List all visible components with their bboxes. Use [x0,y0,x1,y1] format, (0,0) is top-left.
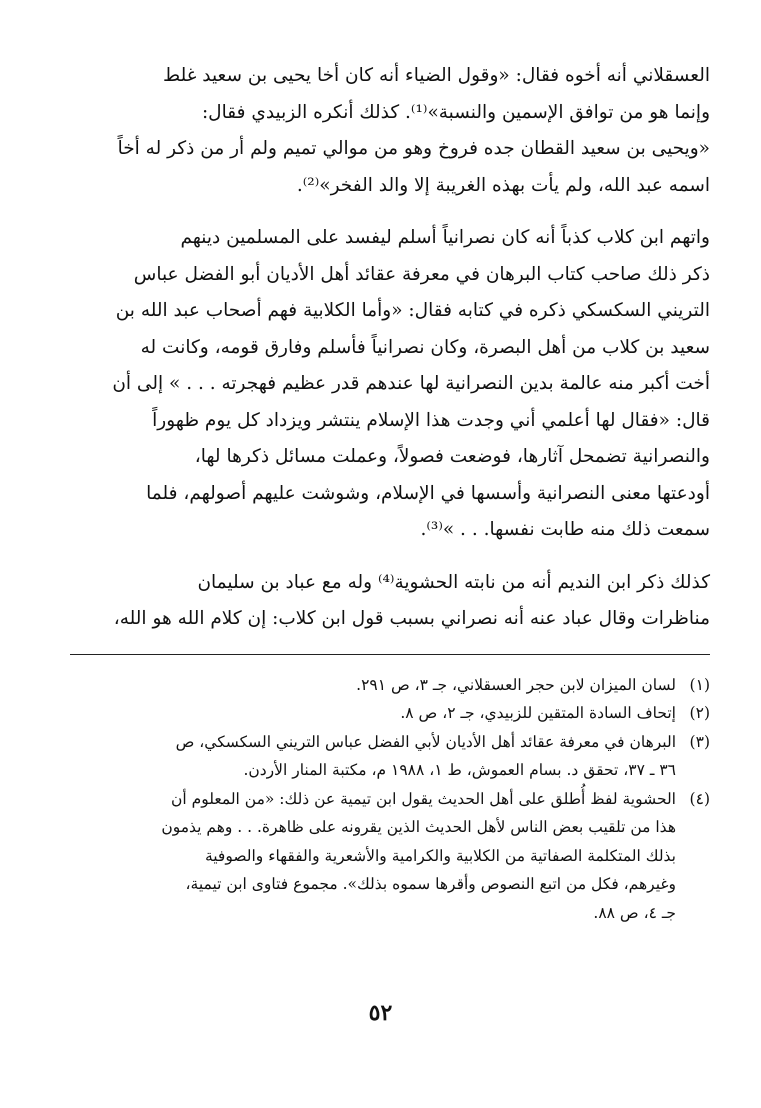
footnote-line: ٣٦ ـ ٣٧، تحقق د. بسام العموش، ط ١، ١٩٨٨ م، مكتبة المنار الأردن. [243,761,676,779]
footnotes [70,671,710,928]
footnote-line: لسان الميزان لابن حجر العسقلاني، جـ ٣، ص ٢٩١. [356,675,676,694]
footnote-line: بذلك المتكلمة الصفاتية من الكلابية والكرامية والأشعرية والفقهاء والصوفية [204,846,676,865]
footnote-number: (٤) [689,789,710,808]
body-line: قال: «فقال لها أعلمي أني وجدت هذا الإسلام ينتشر ويزداد كل يوم ظهوراً [152,409,710,431]
footnote-number: (٣) [689,732,710,751]
body-line: والنصرانية تضمحل آثارها، فوضعت فصولاً، وعملت مسائل ذكرها لها، [194,446,710,467]
footnote-separator [70,654,710,655]
footnote-number: (١) [689,675,710,694]
body-line: سمعت ذلك منه طابت نفسها. . . »⁽³⁾. [420,519,710,540]
body-paragraph [70,220,710,549]
body-line: سعيد بن كلاب من أهل البصرة، وكان نصرانياً فأسلم وفارق قومه، وكانت له [140,336,710,358]
body-line: التريني السكسكي ذكره في كتابه فقال: «وأما الكلابية فهم أصحاب عبد الله بن [115,300,710,321]
footnote [70,728,710,785]
body-line: أخت أكبر منه عالمة بدين النصرانية لها عندهم قدر عظيم فهجرته . . . » إلى أن [112,373,710,394]
body-paragraph [70,565,710,638]
footnote-line: هذا من تلقيب بعض الناس لأهل الحديث الذين يقرونه على ظاهرة. . . وهم يذمون [161,818,676,836]
footnote-line: إتحاف السادة المتقين للزبيدي، جـ ٢، ص ٨. [400,704,676,722]
footnote [70,671,710,700]
body-line: وإنما هو من توافق الإسمين والنسبة»⁽¹⁾. كذلك أنكره الزبيدي فقال: [201,101,710,123]
body-line: ذكر ذلك صاحب كتاب البرهان في معرفة عقائد أهل الأديان أبو الفضل عباس [133,263,710,285]
body-line: أودعتها معنى النصرانية وأسسها في الإسلام، وشوشت عليهم أصولهم، فلما [146,482,710,504]
body-line: مناظرات وقال عباد عنه أنه نصراني بسبب قول ابن كلاب: إن كلام الله هو الله، [113,608,710,629]
footnote [70,699,710,728]
footnote-line: البرهان في معرفة عقائد أهل الأديان لأبي الفضل عباس التريني السكسكي، ص [175,732,676,751]
footnote-line: الحشوية لفظ أُطلق على أهل الحديث يقول ابن تيمية عن ذلك: «من المعلوم أن [171,789,676,808]
page-content [70,58,710,927]
footnote-line: وغيرهم، فكل من اتبع النصوص وأقرها سموه بذلك». مجموع فتاوى ابن تيمية، [185,875,676,893]
body-line: العسقلاني أنه أخوه فقال: «وقول الضياء أنه كان أخا يحيى بن سعيد غلط [163,65,710,86]
footnote-line: جـ ٤، ص ٨٨. [593,903,676,922]
page-number: ٥٢ [368,1000,393,1026]
body-line: اسمه عبد الله، ولم يأت بهذه الغريبة إلا والد الفخر»⁽²⁾. [296,174,710,196]
body-paragraph [70,58,710,204]
body-line: «ويحيى بن سعيد القطان جده فروخ وهو من موالي تميم ولم أر من ذكر له أخاً [117,138,710,159]
body-line: واتهم ابن كلاب كذباً أنه كان نصرانياً أسلم ليفسد على المسلمين دينهم [180,227,710,248]
body-text [70,58,710,638]
footnote-number: (٢) [689,704,710,722]
footnote [70,785,710,928]
body-line: كذلك ذكر ابن النديم أنه من نابته الحشوية⁽⁴⁾ وله مع عباد بن سليمان [197,571,710,593]
